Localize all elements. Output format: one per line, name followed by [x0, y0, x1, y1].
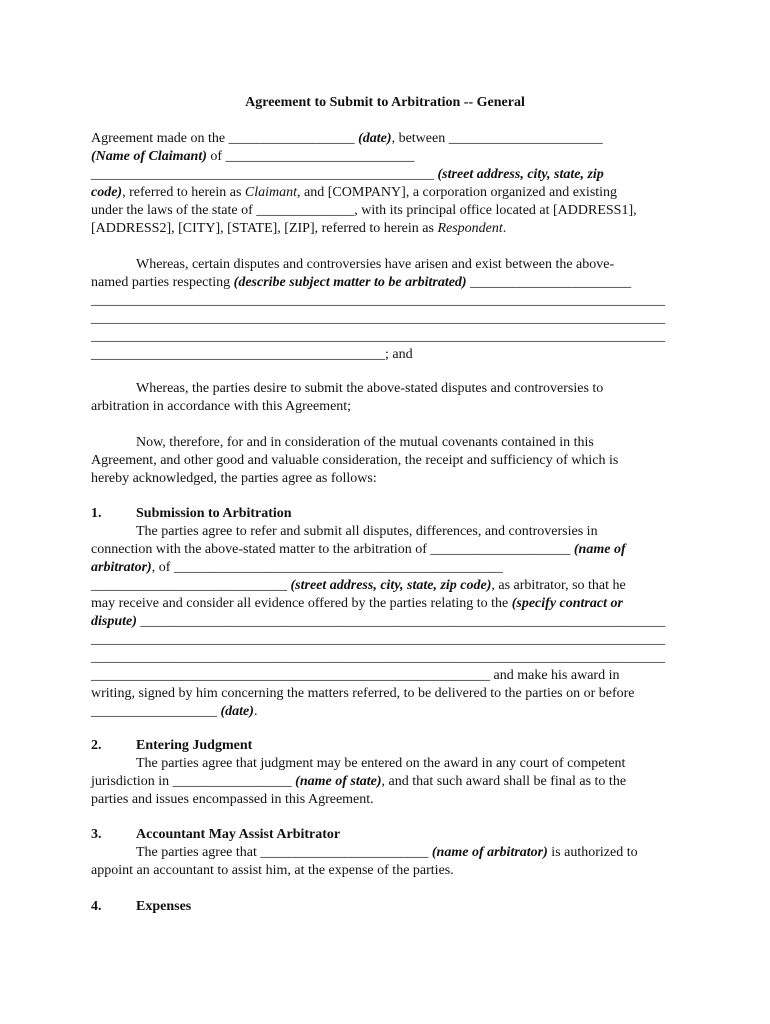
- whereas1-line-2: named parties respecting (describe subject matter to be arbitrated) _______________________: [91, 275, 632, 290]
- intro-line-6: [ADDRESS2], [CITY], [STATE], [ZIP], referred to herein as Respondent.: [91, 221, 507, 236]
- whereas2-line-2: arbitration in accordance with this Agreement;: [91, 399, 352, 414]
- intro-line-2: (Name of Claimant) of ___________________________: [91, 149, 415, 164]
- section-1-line-5: may receive and consider all evidence offered by the parties relating to the (specify contract or: [91, 596, 623, 611]
- section-1-line-6: dispute) ___________________________________________________________________________: [91, 614, 666, 629]
- whereas2-line-1: Whereas, the parties desire to submit the above-stated disputes and controversies to: [136, 381, 604, 396]
- now-therefore-line-1: Now, therefore, for and in consideration of the mutual covenants contained in this: [136, 435, 594, 450]
- section-1-line-2: connection with the above-stated matter to the arbitration of ____________________ (name of: [91, 542, 626, 557]
- intro-line-5: under the laws of the state of ______________, with its principal office located at [ADDRESS1],: [91, 203, 637, 218]
- section-3-title: Accountant May Assist Arbitrator: [136, 827, 341, 842]
- now-therefore-line-2: Agreement, and other good and valuable consideration, the receipt and sufficiency of which is: [91, 453, 619, 468]
- section-1-blank-line-2: __________________________________________________________________________________: [91, 650, 665, 665]
- section-2-number: 2.: [91, 738, 102, 753]
- section-1-line-4: ____________________________ (street address, city, state, zip code), as arbitrator, so that he: [91, 578, 626, 593]
- section-1-number: 1.: [91, 506, 102, 521]
- intro-line-4: code), referred to herein as Claimant, and [COMPANY], a corporation organized and existing: [91, 185, 618, 200]
- section-2-line-1: The parties agree that judgment may be entered on the award in any court of competent: [136, 756, 626, 771]
- intro-line-3: _________________________________________________ (street address, city, state, zip: [91, 167, 604, 182]
- whereas1-blank-line-2: __________________________________________________________________________________: [91, 311, 665, 326]
- document-title: Agreement to Submit to Arbitration -- General: [245, 95, 525, 110]
- whereas1-line-1: Whereas, certain disputes and controversies have arisen and exist between the above-: [136, 257, 615, 272]
- section-3-line-1: The parties agree that ________________________ (name of arbitrator) is authorized to: [136, 845, 638, 860]
- section-1-title: Submission to Arbitration: [136, 506, 292, 521]
- section-4-title: Expenses: [136, 899, 192, 914]
- now-therefore-line-3: hereby acknowledged, the parties agree as follows:: [91, 471, 377, 486]
- section-1-line-3: arbitrator), of _______________________________________________: [91, 560, 503, 575]
- whereas1-blank-line-4: __________________________________________; and: [91, 347, 413, 362]
- section-1-line-11: __________________ (date).: [91, 704, 258, 719]
- section-1-blank-line-1: __________________________________________________________________________________: [91, 632, 665, 647]
- section-2-line-3: parties and issues encompassed in this Agreement.: [91, 792, 374, 807]
- whereas1-blank-line-1: __________________________________________________________________________________: [91, 293, 665, 308]
- section-3-number: 3.: [91, 827, 102, 842]
- section-1-line-10: writing, signed by him concerning the matters referred, to be delivered to the parties on or before: [91, 686, 635, 701]
- section-3-line-2: appoint an accountant to assist him, at the expense of the parties.: [91, 863, 454, 878]
- whereas1-blank-line-3: __________________________________________________________________________________: [91, 329, 665, 344]
- section-2-line-2: jurisdiction in _________________ (name of state), and that such award shall be final as to the: [91, 774, 627, 789]
- section-2-title: Entering Judgment: [136, 738, 253, 753]
- section-4-number: 4.: [91, 899, 102, 914]
- intro-line-1: Agreement made on the __________________ (date), between ______________________: [91, 131, 603, 146]
- section-1-line-1: The parties agree to refer and submit all disputes, differences, and controversies in: [136, 524, 598, 539]
- section-1-line-9: _________________________________________________________ and make his award in: [91, 668, 620, 683]
